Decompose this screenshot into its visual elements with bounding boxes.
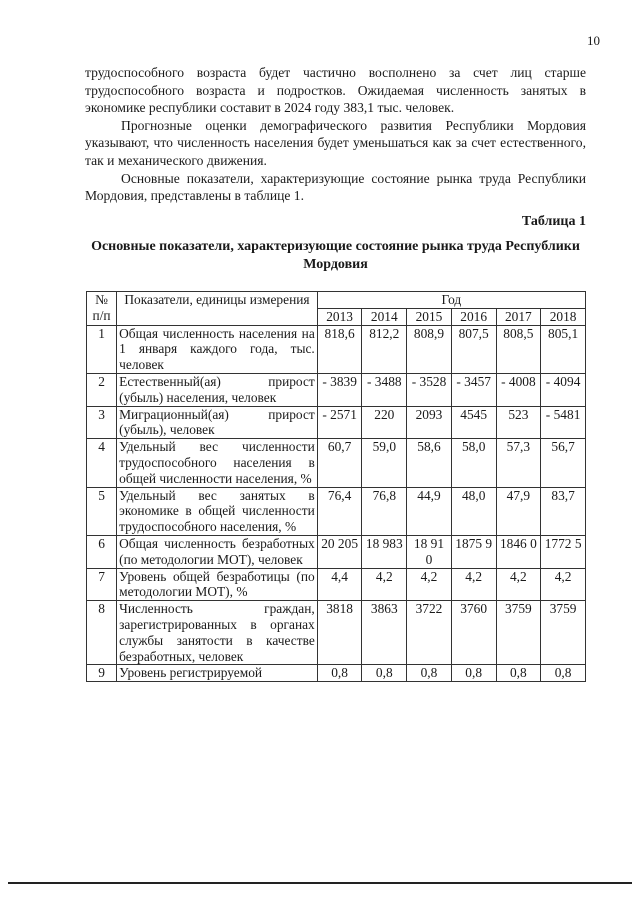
header-no: № п/п [87,292,117,326]
value-cell: 4545 [451,406,496,439]
header-year-2018: 2018 [541,308,586,325]
value-cell: 2093 [407,406,452,439]
indicator-label: Уровень общей безработицы (по методологии МОТ), % [117,568,318,601]
value-cell: 56,7 [541,439,586,487]
value-cell: 60,7 [317,439,362,487]
value-cell: 76,8 [362,487,407,535]
table-row [87,568,586,601]
value-cell: 1772 5 [541,535,586,568]
value-cell: 3818 [317,601,362,665]
paragraph-table-intro: Основные показатели, характеризующие состояние рынка труда Республики Мордовия, представлены в таблице 1. [85,170,586,204]
value-cell: - 3488 [362,373,407,406]
value-cell: - 4008 [496,373,541,406]
table-header-row [87,292,586,309]
paragraph-demographic-forecast: Прогнозные оценки демографического развития Республики Мордовия указывают, что численность населения будет уменьшаться как за счет естественного, так и механического движения. [85,117,586,168]
table-row [87,487,586,535]
value-cell: 1846 0 [496,535,541,568]
value-cell: 0,8 [451,665,496,682]
value-cell: 220 [362,406,407,439]
value-cell: 3863 [362,601,407,665]
value-cell: 0,8 [541,665,586,682]
value-cell: - 4094 [541,373,586,406]
indicator-label: Миграционный(ая) прирост (убыль), человек [117,406,318,439]
value-cell: 812,2 [362,325,407,373]
row-number: 2 [87,373,117,406]
indicator-label: Удельный вес численности трудоспособного населения в общей численности населения, % [117,439,318,487]
value-cell: 44,9 [407,487,452,535]
value-cell: 3760 [451,601,496,665]
value-cell: - 5481 [541,406,586,439]
table-row [87,665,586,682]
row-number: 3 [87,406,117,439]
value-cell: 59,0 [362,439,407,487]
value-cell: 807,5 [451,325,496,373]
indicator-label: Общая численность населения на 1 января каждого года, тыс. человек [117,325,318,373]
header-year: Год [317,292,585,309]
page-number: 10 [587,33,600,48]
value-cell: 1875 9 [451,535,496,568]
value-cell: 0,8 [407,665,452,682]
indicator-label: Численность граждан, зарегистрированных в органах службы занятости в качестве безработных, человек [117,601,318,665]
value-cell: 58,0 [451,439,496,487]
table-label: Таблица 1 [521,214,586,229]
value-cell: 47,9 [496,487,541,535]
row-number: 9 [87,665,117,682]
row-number: 5 [87,487,117,535]
value-cell: 18 983 [362,535,407,568]
value-cell: 523 [496,406,541,439]
row-number: 6 [87,535,117,568]
table-row [87,535,586,568]
value-cell: 57,3 [496,439,541,487]
value-cell: 0,8 [317,665,362,682]
header-year-2013: 2013 [317,308,362,325]
value-cell: - 3457 [451,373,496,406]
value-cell: - 2571 [317,406,362,439]
indicator-label: Естественный(ая) прирост (убыль) населения, человек [117,373,318,406]
row-number: 4 [87,439,117,487]
indicator-label: Общая численность безработных (по методологии МОТ), человек [117,535,318,568]
header-indicator: Показатели, единицы измерения [117,292,318,326]
value-cell: 4,2 [451,568,496,601]
value-cell: 4,2 [362,568,407,601]
body-text [85,64,586,205]
value-cell: 4,2 [407,568,452,601]
header-year-2014: 2014 [362,308,407,325]
table-body [87,325,586,682]
row-number: 8 [87,601,117,665]
paragraph-continuation: трудоспособного возраста будет частично восполнено за счет лиц старше трудоспособного возраста и подростков. Ожидаемая численность занятых в экономике республики составит в 2024 году 383,1 тыс. человек. [85,65,586,116]
value-cell: 4,4 [317,568,362,601]
value-cell: 4,2 [496,568,541,601]
value-cell: 805,1 [541,325,586,373]
value-cell: 83,7 [541,487,586,535]
value-cell: 3722 [407,601,452,665]
value-cell: 808,9 [407,325,452,373]
header-year-2016: 2016 [451,308,496,325]
value-cell: - 3839 [317,373,362,406]
value-cell: 3759 [541,601,586,665]
table-row [87,325,586,373]
value-cell: 58,6 [407,439,452,487]
labor-market-table [86,291,586,682]
value-cell: 0,8 [362,665,407,682]
row-number: 7 [87,568,117,601]
row-number: 1 [87,325,117,373]
value-cell: 76,4 [317,487,362,535]
footer-divider [8,882,632,884]
header-year-2015: 2015 [407,308,452,325]
value-cell: 20 205 [317,535,362,568]
value-cell: 4,2 [541,568,586,601]
indicator-label: Уровень регистрируемой [117,665,318,682]
value-cell: - 3528 [407,373,452,406]
value-cell: 0,8 [496,665,541,682]
value-cell: 818,6 [317,325,362,373]
table-title: Основные показатели, характеризующие состояние рынка труда Республики Мордовия [91,239,580,272]
header-year-2017: 2017 [496,308,541,325]
value-cell: 3759 [496,601,541,665]
table-row [87,601,586,665]
value-cell: 48,0 [451,487,496,535]
table-row [87,406,586,439]
value-cell: 18 91 0 [407,535,452,568]
indicator-label: Удельный вес занятых в экономике в общей численности трудоспособного населения, % [117,487,318,535]
table-row [87,373,586,406]
table-row [87,439,586,487]
value-cell: 808,5 [496,325,541,373]
